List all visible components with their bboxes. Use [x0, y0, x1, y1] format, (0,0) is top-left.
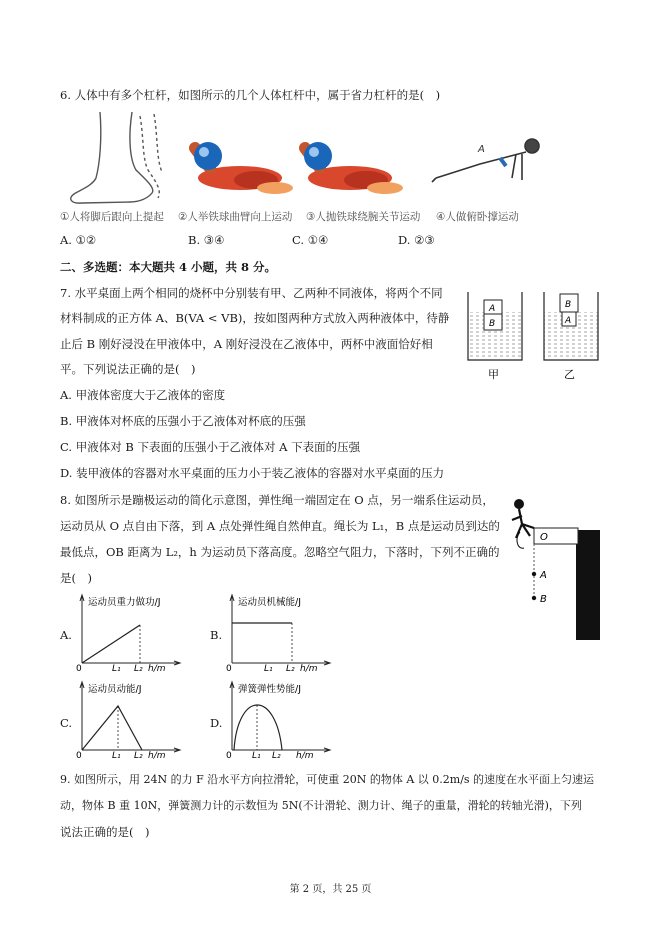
q7-option-c: C. 甲液体对 B 下表面的压强小于乙液体对 A 下表面的压强 [60, 440, 361, 454]
q6-option-a: A. ①② [60, 233, 97, 247]
section-heading: 二、多选题：本大题共 4 小题，共 8 分。 [60, 260, 277, 274]
q8-line-2: 运动员从 O 点自由下落，到 A 点处弹性绳自然伸直。绳长为 L₁，B 点是运动员到达的 [60, 519, 500, 533]
graph-b-l1: L₁ [264, 664, 273, 673]
graph-c-ylabel: 运动员动能/J [88, 684, 142, 695]
q7-beakers-figure [464, 290, 604, 385]
graph-c-l1: L₁ [112, 751, 121, 760]
point-o-label: O [540, 532, 548, 543]
graph-c-letter: C. [60, 716, 73, 730]
foot-illustration [71, 112, 162, 203]
graph-c-origin: 0 [76, 751, 82, 760]
q7-line-1: 7. 水平桌面上两个相同的烧杯中分别装有甲、乙两种不同液体，将两个不同 [60, 286, 443, 300]
q7-line-3: 止后 B 刚好浸没在甲液体中，A 刚好浸没在乙液体中，两杯中液面恰好相 [60, 337, 433, 351]
graph-d [226, 680, 336, 763]
graph-a-l1: L₁ [112, 664, 121, 673]
page-footer: 第 2 页，共 25 页 [289, 884, 372, 895]
q9-line-3: 说法正确的是( ) [60, 825, 150, 839]
q8-line-4: 是( ) [60, 571, 92, 585]
block-b-yi: B [565, 300, 572, 310]
block-a-yi: A [565, 316, 572, 326]
q7-option-d: D. 装甲液体的容器对水平桌面的压力小于装乙液体的容器对水平桌面的压力 [60, 466, 445, 480]
q8-line-1: 8. 如图所示是蹦极运动的简化示意图，弹性绳一端固定在 O 点，另一端系住运动员， [60, 493, 494, 507]
q7-option-a: A. 甲液体密度大于乙液体的密度 [60, 388, 226, 402]
graph-d-l1: L₁ [252, 751, 261, 760]
graph-c-xunit: h/m [148, 751, 166, 760]
graph-b-l2: L₂ [286, 664, 295, 673]
label-yi: 乙 [564, 368, 575, 381]
graph-c [76, 680, 186, 763]
beaker-jia [468, 292, 522, 360]
graph-a-l2: L₂ [134, 664, 143, 673]
graph-b-ylabel: 运动员机械能/J [238, 597, 302, 608]
q6-option-b: B. ③④ [188, 233, 225, 247]
q6-option-c: C. ①④ [292, 233, 329, 247]
graph-b-xunit: h/m [300, 664, 318, 673]
graph-d-letter: D. [210, 716, 223, 730]
q7-line-2: 材料制成的正方体 A、B(VA < VB)，按如图两种方式放入两种液体中，待静 [60, 311, 450, 325]
point-b-label-q8: B [540, 594, 547, 605]
graph-d-l2: L₂ [272, 751, 281, 760]
arm-lifting-ball-illustration [194, 142, 293, 194]
q7-line-4: 平。下列说法正确的是( ) [60, 362, 196, 376]
q8-bungee-figure [506, 494, 606, 645]
label-jia: 甲 [488, 368, 499, 381]
q9-line-2: 动，物体 B 重 10N，弹簧测力计的示数恒为 5N(不计滑轮、测力计、绳子的重量，滑轮的转轴光滑)，下列 [60, 799, 582, 812]
graph-b-origin: 0 [226, 664, 232, 673]
q6-caption-2: ②人举铁球曲臂向上运动 [178, 211, 293, 223]
graph-d-xunit: h/m [296, 751, 314, 760]
block-b-jia: B [489, 319, 496, 329]
block-a-jia: A [489, 304, 496, 314]
graph-a-letter: A. [60, 628, 72, 642]
q7-option-b: B. 甲液体对杯底的压强小于乙液体对杯底的压强 [60, 414, 306, 428]
arm-throwing-ball-illustration [304, 142, 403, 194]
q6-caption-3: ③人抛铁球绕腕关节运动 [306, 211, 421, 223]
graph-a-origin: 0 [76, 664, 82, 673]
q6-option-d: D. ②③ [398, 233, 435, 247]
pushup-illustration [432, 139, 539, 182]
graph-b-letter: B. [210, 628, 223, 642]
graph-c-l2: L₂ [134, 751, 143, 760]
graph-a-xunit: h/m [148, 664, 166, 673]
graph-a-ylabel: 运动员重力做功/J [88, 597, 161, 608]
q6-stem: 6. 人体中有多个杠杆，如图所示的几个人体杠杆中，属于省力杠杆的是( ) [60, 88, 441, 102]
graph-d-origin: 0 [226, 751, 232, 760]
q6-caption-4: ④人做俯卧撑运动 [436, 211, 519, 223]
q9-line-1: 9. 如图所示，用 24N 的力 F 沿水平方向拉滑轮，可使重 20N 的物体 A 以 0.2m/s 的速度在水平面上匀速运 [60, 773, 595, 786]
graph-b [226, 593, 336, 676]
point-a-label-q8: A [540, 570, 547, 581]
graph-a [76, 593, 186, 676]
graph-d-ylabel: 弹簧弹性势能/J [238, 684, 302, 695]
q8-line-3: 最低点，OB 距离为 L₂，h 为运动员下落高度。忽略空气阻力，下落时，下列不正确的 [60, 545, 500, 559]
beaker-yi [544, 292, 598, 360]
point-a-label: A [478, 144, 485, 155]
q6-caption-1: ①人将脚后跟向上提起 [60, 211, 164, 223]
